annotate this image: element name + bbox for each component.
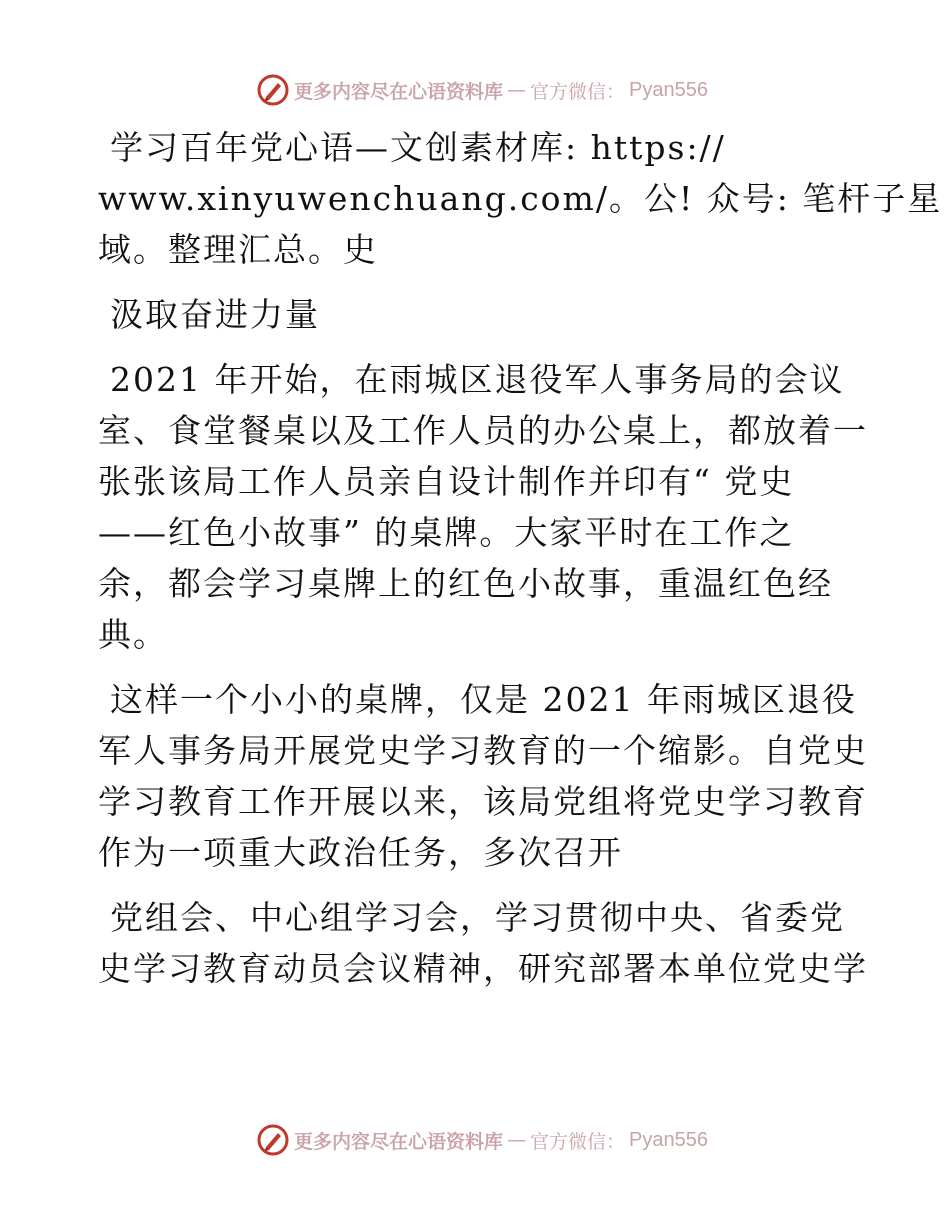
text-line: 室、食堂餐桌以及工作人员的办公桌上，都放着一 xyxy=(98,411,868,450)
document-body xyxy=(98,122,943,1008)
banner-wechat-id: Pyan556 xyxy=(629,1128,708,1151)
pen-logo-icon xyxy=(256,1123,290,1157)
paragraph-3 xyxy=(98,354,868,660)
paragraph-5 xyxy=(98,892,868,994)
text-line: 2021 年开始，在雨城区退役军人事务局的会议 xyxy=(110,360,845,399)
header-banner xyxy=(0,70,950,110)
footer-banner-inner xyxy=(256,1123,708,1157)
paragraph-1 xyxy=(98,122,943,275)
text-line: 学习教育工作开展以来，该局党组将党史学习教育 xyxy=(98,782,868,821)
text-line: ——红色小故事” 的桌牌。大家平时在工作之 xyxy=(98,513,795,552)
text-line: 这样一个小小的桌牌，仅是 2021 年雨城区退役 xyxy=(110,680,857,719)
text-line: 作为一项重大政治任务，多次召开 xyxy=(98,833,623,872)
text-line: 汲取奋进力量 xyxy=(110,295,320,334)
banner-wechat-id: Pyan556 xyxy=(629,78,708,101)
banner-sub-text: 官方微信： xyxy=(530,80,626,103)
text-line: www.xinyuwenchuang.com/。公! 众号: 笔杆子星 xyxy=(98,179,943,218)
paragraph-2 xyxy=(98,289,858,340)
pen-logo-icon xyxy=(256,73,290,107)
text-line: 域。整理汇总。史 xyxy=(98,230,378,269)
banner-main-text: 更多内容尽在心语资料库 xyxy=(294,80,504,103)
footer-banner xyxy=(0,1120,950,1160)
text-line: 军人事务局开展党史学习教育的一个缩影。自党史 xyxy=(98,731,868,770)
banner-separator: — xyxy=(507,79,527,101)
text-line: 典。 xyxy=(98,615,168,654)
banner-sub-text: 官方微信： xyxy=(530,1130,626,1153)
paragraph-4 xyxy=(98,674,868,878)
text-line: 余，都会学习桌牌上的红色小故事，重温红色经 xyxy=(98,564,833,603)
text-line: 张张该局工作人员亲自设计制作并印有“ 党史 xyxy=(98,462,795,501)
banner-separator: — xyxy=(507,1129,527,1151)
text-line: 党组会、中心组学习会，学习贯彻中央、省委党 xyxy=(110,898,845,937)
text-line: 史学习教育动员会议精神，研究部署本单位党史学 xyxy=(98,949,868,988)
banner-main-text: 更多内容尽在心语资料库 xyxy=(294,1130,504,1153)
text-line: 学习百年党心语—文创素材库: https:// xyxy=(110,128,726,167)
header-banner-inner xyxy=(256,73,708,107)
